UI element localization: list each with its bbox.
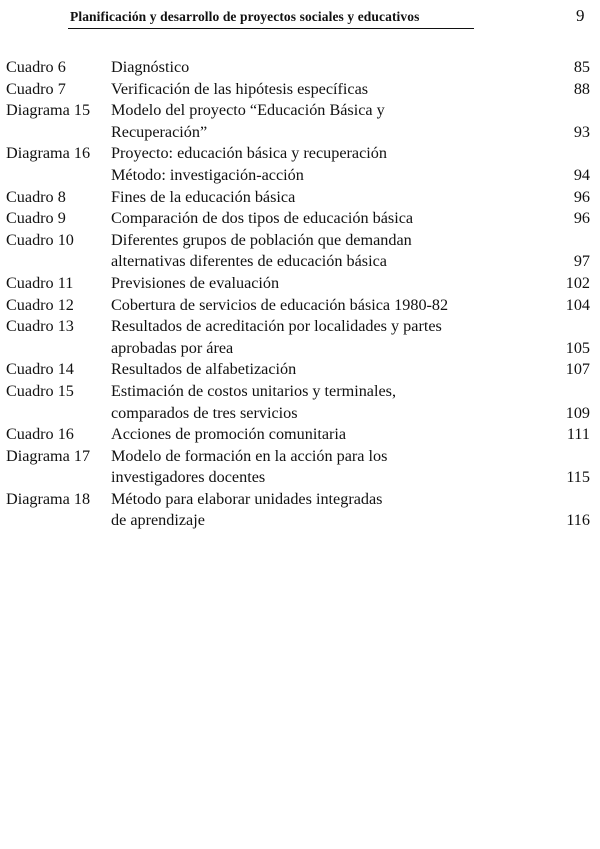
running-header-title: Planificación y desarrollo de proyectos sociales y educativos — [70, 9, 420, 24]
toc-entry — [0, 489, 600, 532]
toc-entry — [0, 230, 600, 273]
toc-entry-label: Cuadro 11 — [6, 273, 74, 292]
toc-entry-title-line: aprobadas por área — [111, 338, 234, 357]
toc-entry-page: 93 — [573, 122, 590, 141]
toc-entry — [0, 143, 600, 186]
running-header — [0, 0, 600, 40]
toc-entry — [0, 295, 600, 317]
toc-entry-title-line: Resultados de acreditación por localidades y partes — [111, 317, 442, 336]
toc-entry-title-line: Estimación de costos unitarios y terminales, — [111, 381, 397, 400]
toc-entry-title-line: Verificación de las hipótesis específicas — [111, 79, 369, 98]
toc-entry-title-line: Comparación de dos tipos de educación básica — [111, 209, 414, 228]
toc-entry-title-line: Modelo de formación en la acción para los — [111, 446, 388, 465]
toc-entry-page: 115 — [566, 468, 590, 487]
toc-entry-page: 96 — [573, 187, 590, 206]
header-rule — [68, 28, 474, 29]
toc-entry-label: Diagrama 17 — [6, 446, 91, 465]
toc-entry-label: Cuadro 8 — [6, 187, 66, 206]
toc-entry-label: Cuadro 10 — [6, 230, 74, 249]
toc-entry-label: Cuadro 9 — [6, 209, 66, 228]
toc-entry-label: Diagrama 15 — [6, 101, 91, 120]
toc-entry-page: 94 — [573, 165, 590, 184]
toc-entry-page: 102 — [565, 273, 590, 292]
toc-entry-label: Cuadro 16 — [6, 425, 74, 444]
toc-entry — [0, 187, 600, 209]
toc-entry-label: Cuadro 15 — [6, 381, 74, 400]
toc-entry-title-line: Cobertura de servicios de educación básica 1980-82 — [111, 295, 449, 314]
toc-entry-page: 109 — [565, 403, 590, 422]
toc-entry — [0, 79, 600, 101]
toc-entry — [0, 381, 600, 424]
toc-entry — [0, 57, 600, 79]
toc-entry — [0, 446, 600, 489]
toc-entry-page: 85 — [573, 58, 590, 76]
toc-entry-label: Diagrama 16 — [6, 144, 91, 163]
toc-entry-title-line: Recuperación” — [111, 122, 208, 141]
toc-entry-page: 111 — [566, 425, 590, 444]
toc-entry-page: 96 — [573, 209, 590, 228]
toc-entry — [0, 359, 600, 381]
toc-entry-label: Cuadro 13 — [6, 317, 74, 336]
toc-entry-title-line: Acciones de promoción comunitaria — [111, 425, 347, 444]
toc-entry-title-line: Resultados de alfabetización — [111, 360, 297, 379]
toc-entry-title-line: Diferentes grupos de población que demandan — [111, 230, 412, 249]
toc-entry-label: Diagrama 18 — [6, 489, 91, 508]
toc-entry-title-line: Diagnóstico — [111, 58, 190, 76]
toc-entry-title-line: de aprendizaje — [111, 511, 205, 530]
toc-entry — [0, 100, 600, 143]
toc-entry-page: 88 — [573, 79, 590, 98]
toc-entry-label: Cuadro 7 — [6, 79, 66, 98]
toc-entry — [0, 273, 600, 295]
toc-entry-page: 107 — [565, 360, 590, 379]
toc-entry-label: Cuadro 14 — [6, 360, 74, 379]
toc-entry-label: Cuadro 12 — [6, 295, 74, 314]
toc-entry — [0, 424, 600, 446]
toc-entry-title-line: investigadores docentes — [111, 468, 266, 487]
toc-entry — [0, 316, 600, 359]
page-number: 9 — [576, 6, 585, 25]
toc-entry-page: 104 — [565, 295, 590, 314]
toc-entry-title-line: Fines de la educación básica — [111, 187, 296, 206]
table-of-figures — [0, 57, 600, 532]
toc-entry-page: 105 — [565, 338, 590, 357]
toc-entry-title-line: comparados de tres servicios — [111, 403, 298, 422]
toc-entry-title-line: Proyecto: educación básica y recuperación — [111, 144, 387, 163]
toc-entry-page: 97 — [573, 252, 590, 271]
toc-entry-page: 116 — [566, 511, 590, 530]
toc-entry-title-line: Previsiones de evaluación — [111, 273, 280, 292]
toc-entry-title-line: Método: investigación-acción — [111, 165, 304, 184]
toc-entry-title-line: Modelo del proyecto “Educación Básica y — [111, 101, 385, 120]
toc-entry-title-line: Método para elaborar unidades integradas — [111, 489, 383, 508]
toc-entry-label: Cuadro 6 — [6, 58, 66, 76]
toc-entry — [0, 208, 600, 230]
toc-entry-title-line: alternativas diferentes de educación básica — [111, 252, 387, 271]
